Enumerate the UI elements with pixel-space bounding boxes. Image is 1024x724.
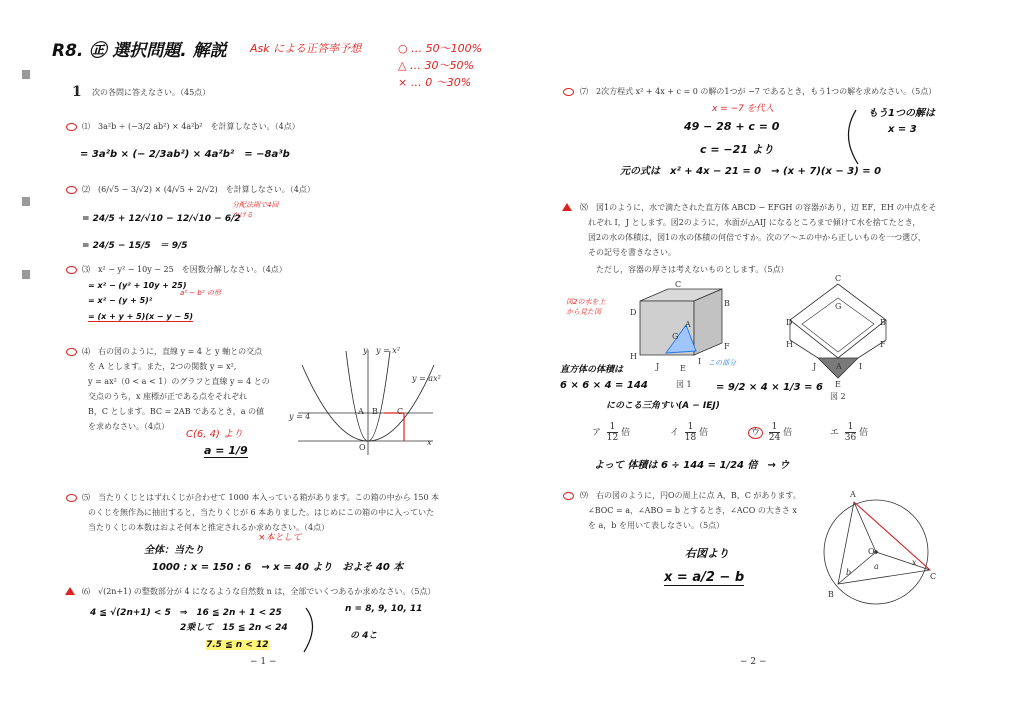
q9-line-1: ⑼ 右の図のように，円Oの周上に点 A，B，C があります。: [580, 491, 801, 500]
choice-mark: エ: [830, 428, 840, 438]
fig2-F: F: [880, 340, 886, 349]
correct-rate-circle-mark: [563, 492, 574, 500]
choice-mark: イ: [670, 428, 680, 438]
correct-rate-circle-mark: [66, 348, 77, 356]
q4-line-3: y = ax²（0 < a < 1）のグラフと直線 y = 4 との: [88, 377, 270, 386]
q8-work-3: にのこる三角すい(A − IEJ): [606, 401, 720, 411]
q8-line-1: ⑻ 図1のように，水で満たされた直方体 ABCD − EFGH の容器があり，辺 EF，EH の中点をそ: [580, 203, 937, 212]
page-number-right: − 2 −: [740, 657, 767, 667]
q5-line-3: 当たりくじの本数はおよそ何本と推定されるか求めなさい。（4点）: [88, 523, 330, 532]
q3-note: a² − b² の形: [180, 289, 221, 297]
fig1-I: I: [698, 357, 702, 366]
q8-work-4: = 9/2 × 4 × 1/3 = 6: [716, 382, 823, 393]
q8-choice-u[interactable]: [748, 422, 792, 443]
margin-marker: [22, 270, 30, 279]
q3-work-2: = x² − (y + 5)²: [88, 296, 153, 305]
graph-point-B: B: [372, 407, 378, 416]
q5-line-1: ⑸ 当たりくじとはずれくじが合わせて 1000 本入っている箱があります。この箱の中から 150 本: [82, 493, 440, 502]
q2-work-2: = 24/5 − 15/5 ＝ 9/5: [82, 241, 188, 251]
q7-text: ⑺ 2次方程式 x² + 4x + c = 0 の解の1つが −7 であるとき，もう1つの解を求めなさい。（5点）: [580, 87, 937, 96]
fig1-D: D: [630, 308, 637, 317]
q6-side-1: n = 8, 9, 10, 11: [345, 604, 423, 614]
fig2-D: D: [786, 318, 793, 327]
fig2-C: C: [835, 274, 842, 283]
q9-point-B: B: [828, 590, 834, 599]
fig1-A: A: [685, 320, 691, 329]
q3-work-1: = x² − (y² + 10y + 25): [88, 281, 187, 290]
q3-work-3: = (x + y + 5)(x − y − 5): [88, 312, 194, 321]
graph-label-curve2: y = ax²: [412, 374, 441, 383]
q8-line-5: ただし，容器の厚さは考えないものとします。（5点）: [596, 265, 789, 274]
q6-arrow: [300, 606, 330, 656]
q3-text: ⑶ x² − y² − 10y − 25 を因数分解しなさい。（4点）: [82, 265, 287, 274]
fig1-caption: 図 1: [676, 380, 692, 389]
q9-line-2: ∠BOC = a，∠ABO = b とするとき，∠ACO の大きさ x: [588, 506, 797, 515]
choice-den: 12: [606, 433, 619, 443]
choice-suffix: 倍: [859, 428, 869, 438]
correct-rate-circle-mark: [66, 266, 77, 274]
fig2-E: E: [835, 380, 841, 389]
q6-work-3: 7.5 ≦ n < 12: [206, 640, 269, 650]
q9-work-1: 右図より: [685, 547, 729, 560]
fig2-A: A: [836, 362, 842, 371]
q7-work-2: c = −21 より: [700, 143, 774, 156]
q8-line-2: れぞれ I，J とします。図2のように，水面が△AIJ になるところまで傾けて水を捨てたとき，: [588, 218, 921, 227]
graph-label-curve1: y = x²: [376, 346, 401, 355]
q9-angle-b: b: [846, 568, 852, 577]
fig1-C: C: [675, 280, 682, 289]
fig2-B: B: [880, 318, 886, 327]
fig2-caption: 図 2: [830, 392, 846, 401]
q8-note-1: 図2の水を上から見た図: [566, 298, 606, 316]
margin-marker: [22, 197, 30, 206]
q4-note: C(6, 4) より: [186, 429, 244, 440]
choice-mark: ア: [592, 428, 602, 438]
q4-line-2: を A とします。また，2つの関数 y = x²,: [88, 362, 237, 371]
q6-work-1: 4 ≦ √(2n+1) < 5 ⇒ 16 ≦ 2n + 1 < 25: [90, 608, 282, 618]
q5-line-2: のくじを無作為に抽出すると，当たりくじが 6 本ありました。はじめにこの箱の中に入っていた: [88, 508, 435, 517]
q4-line-5: B，C とします。BC = 2AB であるとき，a の値: [88, 407, 265, 416]
q7-side-2: x = 3: [888, 124, 917, 135]
q8-line-3: 図2の水の体積は，図1の水の体積の何倍ですか。次のア〜エの中から正しいものを一つ選び，: [588, 233, 926, 242]
fig2-G: G: [835, 302, 842, 311]
correct-rate-circle-mark: [66, 494, 77, 502]
choice-num: 1: [769, 422, 780, 433]
margin-marker: [22, 70, 30, 79]
correct-rate-circle-mark: [66, 186, 77, 194]
fig2-J: J: [813, 362, 817, 371]
q8-choice-e[interactable]: [830, 422, 868, 443]
section-intro: 次の各問に答えなさい。（45点）: [92, 88, 211, 97]
choice-num: 1: [607, 422, 618, 433]
choice-den: 36: [844, 433, 857, 443]
q7-arrow: [838, 106, 868, 166]
fig1-B: B: [724, 299, 730, 308]
q9-point-A: A: [850, 490, 856, 499]
q6-text: ⑹ √(2n+1) の整数部分が 4 になるような自然数 n は，全部でいくつあるか求めなさい。（5点）: [82, 587, 436, 596]
q8-figure2-tilted-cuboid: [790, 278, 900, 388]
q8-choice-i[interactable]: [670, 422, 708, 443]
q9-angle-a: a: [874, 562, 879, 571]
q1-text: ⑴ 3a²b ÷ (−3/2 ab²) × 4a²b² を計算しなさい。（4点）: [82, 122, 300, 131]
graph-origin-O: O: [359, 443, 366, 452]
fig2-I: I: [859, 362, 863, 371]
legend-circle: ○ … 50〜100%: [398, 42, 483, 55]
q5-work-1: 全体：当たり: [144, 545, 204, 556]
choice-num: 1: [845, 422, 856, 433]
q4-answer: a = 1/9: [204, 444, 248, 457]
fig1-J: J: [656, 362, 660, 371]
fig1-G: G: [672, 332, 679, 341]
q9-circle-figure: [820, 492, 940, 612]
graph-point-A: A: [358, 407, 364, 416]
graph-label-line: y = 4: [289, 412, 311, 421]
choice-num: 1: [685, 422, 696, 433]
correct-rate-circle-mark: [66, 123, 77, 131]
page-subtitle: Ask による正答率予想: [250, 42, 362, 55]
q5-work-2: 1000 : x = 150 : 6 → x = 40 より およそ 40 本: [152, 562, 404, 573]
correct-rate-circle-mark: [563, 88, 574, 96]
choice-suffix: 倍: [621, 428, 631, 438]
q2-work-1: = 24/5 + 12/√10 − 12/√10 − 6/2: [82, 214, 241, 224]
graph-point-C: C: [397, 407, 404, 416]
q6-work-2: 2乗して 15 ≦ 2n < 24: [180, 623, 288, 633]
fig1-E: E: [680, 364, 686, 373]
q6-side-2: の 4こ: [350, 631, 378, 641]
fig1-H: H: [630, 352, 637, 361]
q9-point-C: C: [930, 572, 937, 581]
q7-note: x = −7 を代入: [712, 104, 774, 114]
q8-note-2: この部分: [708, 359, 736, 367]
q7-work-1: 49 − 28 + c = 0: [684, 120, 780, 133]
q8-line-4: その記号を書きなさい。: [588, 248, 676, 257]
graph-label-x-axis: x: [427, 438, 432, 447]
q7-side-1: もう1つの解は: [868, 108, 935, 119]
q5-note: ×本として: [258, 533, 302, 543]
choice-suffix: 倍: [783, 428, 793, 438]
choice-mark: ウ: [748, 427, 763, 439]
graph-label-y-axis: y: [363, 346, 368, 355]
q4-line-4: 交点のうち，x 座標が正である点をそれぞれ: [88, 392, 248, 401]
q2-note: 分配法則で4回かける: [232, 201, 279, 219]
q9-work-2: x = a/2 − b: [664, 570, 745, 585]
correct-rate-triangle-mark: [562, 203, 572, 211]
fig2-H: H: [786, 340, 793, 349]
fig1-F: F: [724, 342, 730, 351]
page-title: R8. ㊣ 選択問題. 解説: [52, 41, 227, 61]
correct-rate-triangle-mark: [65, 587, 75, 595]
q8-choice-a[interactable]: [592, 422, 630, 443]
section-number: 1: [72, 84, 82, 100]
q8-work-2: 6 × 6 × 4 = 144: [560, 380, 648, 391]
q2-text: ⑵ (6/√5 − 3/√2) × (4/√5 + 2/√2) を計算しなさい。（4点）: [82, 185, 315, 194]
q9-angle-x: x: [912, 558, 917, 567]
q8-conclusion: よって 体積は 6 ÷ 144 = 1/24 倍 → ウ: [594, 460, 790, 471]
q8-work-1: 直方体の体積は: [560, 365, 624, 375]
choice-suffix: 倍: [699, 428, 709, 438]
choice-den: 24: [768, 433, 781, 443]
q4-line-6: を求めなさい。（4点）: [88, 422, 170, 431]
q9-center-O: O: [868, 547, 875, 556]
page-number-left: − 1 −: [250, 657, 277, 667]
choice-den: 18: [684, 433, 697, 443]
q4-line-1: ⑷ 右の図のように，直線 y = 4 と y 軸との交点: [82, 347, 263, 356]
q1-work: = 3a²b × (− 2/3ab²) × 4a²b² = −8a³b: [80, 149, 290, 160]
legend-cross: × … 0 〜30%: [398, 76, 472, 89]
q7-work-3: 元の式は x² + 4x − 21 = 0 → (x + 7)(x − 3) = 0: [620, 166, 882, 177]
q9-line-3: を a，b を用いて表しなさい。（5点）: [588, 521, 725, 530]
legend-triangle: △ … 30〜50%: [398, 59, 474, 72]
